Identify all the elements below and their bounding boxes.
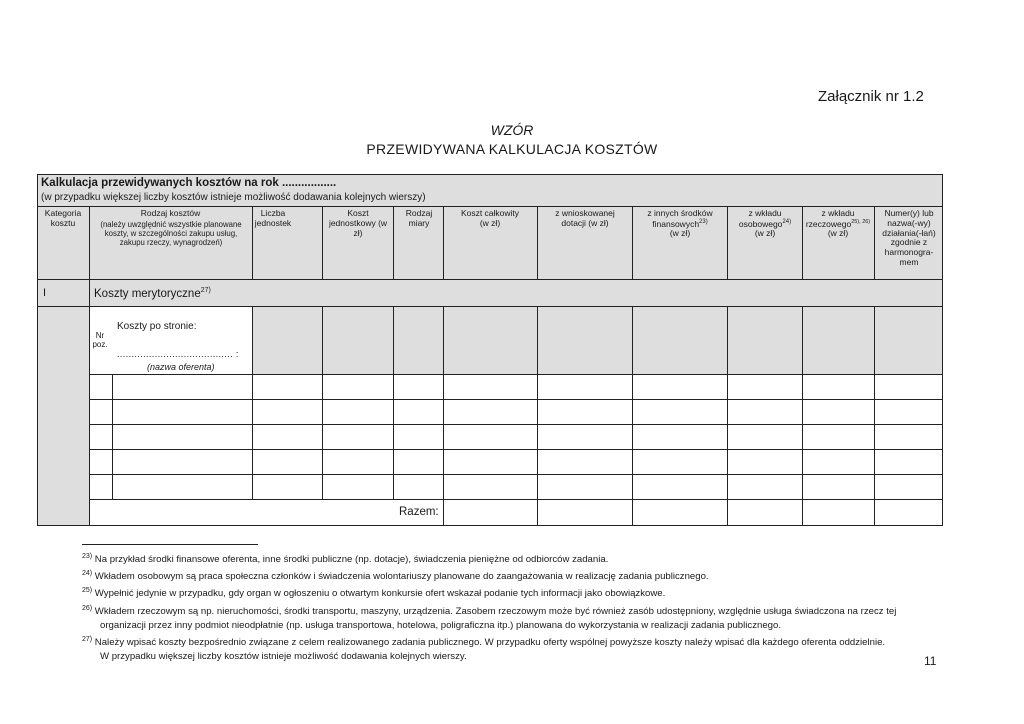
oferent-name-hint: (nazwa oferenta) [147, 362, 215, 372]
header-rzeczowy-text: z wkładu rzeczowego [805, 208, 855, 229]
header-koszt-calkowity: Koszt całkowity (w zł) [460, 208, 520, 228]
attachment-label: Załącznik nr 1.2 [818, 88, 924, 105]
oferent-name-field[interactable]: ........................................ : [117, 349, 239, 359]
section-label [94, 287, 211, 301]
header-inne-srodki-sup: 23) [699, 218, 708, 225]
category-fill [37, 306, 89, 526]
cost-calculation-table [37, 174, 943, 526]
table-caption-note: (w przypadku większej liczby kosztów istnieje możliwość dodawania kolejnych wierszy) [41, 192, 426, 203]
section-label-text: Koszty merytoryczne [94, 287, 201, 300]
oferent-row-fill [252, 306, 943, 374]
costs-by-label: Koszty po stronie: [117, 321, 197, 332]
header-osobowy-text: z wkładu osobowego [738, 208, 783, 229]
header-dotacja: z wnioskowanej dotacji (w zł) [555, 208, 615, 228]
header-kategoria: Kategoria kosztu [44, 208, 82, 228]
footnotes [82, 550, 952, 664]
header-rzeczowy-sup: 25), 26) [851, 218, 871, 225]
footnote-divider [82, 544, 258, 545]
header-inne-srodki [635, 209, 725, 239]
header-inne-srodki-unit: (w zł) [669, 228, 691, 239]
header-osobowy-sup: 24) [782, 218, 792, 225]
footnote-26-cont: organizacji przez inny podmiot nieodpłatnie (np. usługa transportowa, hotelowa, poligraficzna itp.) planowana do wykorzystania w realizacji zadania publicznego. [100, 619, 782, 631]
header-liczba: Liczba jednostek [254, 208, 292, 228]
section-number: I [43, 287, 47, 299]
header-osobowy-unit: (w zł) [754, 228, 776, 239]
page-title: PRZEWIDYWANA KALKULACJA KOSZTÓW [366, 141, 658, 157]
footnote-26: $^{26)}$ Wkładem rzeczowym są np. nieruchomości, środki transportu, maszyny, urządzenia. Zasobem rzeczowym może być również zasób udostępniony, względnie usługa świadczona na rzecz tej [82, 604, 897, 617]
footnote-27: $^{27)}$ Należy wpisać koszty bezpośrednio związane z celem realizowanego zadania publicznego. W przypadku oferty wspólnej powyższe koszty należy wpisać dla każdego oferenta oddzielnie. [82, 635, 886, 648]
total-label: Razem: [399, 506, 439, 518]
footnote-23: $^{23)}$ Na przykład środki finansowe oferenta, inne środki publiczne (np. dotacje), świadczenia pieniężne od odbiorców zadania. [82, 553, 609, 566]
footnote-27-cont: W przypadku większej liczby kosztów istnieje możliwość dodawania kolejnych wierszy. [100, 650, 467, 662]
template-label: WZÓR [490, 122, 534, 138]
header-koszt-jednostkowy: Koszt jednostkowy (w zł) [328, 208, 388, 238]
footnote-25: $^{25)}$ Wypełnić jedynie w przypadku, gdy organ w ogłoszeniu o otwartym konkursie ofert wskazał podanie tych informacji jako obowiązkowe. [82, 587, 666, 600]
header-rodzaj-miary: Rodzaj miary [405, 208, 433, 228]
header-rodzaj: Rodzaj kosztów [140, 208, 201, 218]
header-numer: Numer(y) lub nazwa(-wy) działania(-łań) zgodnie z harmonogra-mem [882, 208, 936, 267]
footnote-24: $^{24)}$ Wkładem osobowym są praca społeczna członków i świadczenia wolontariuszy planowane do zaangażowania w realizację zadania publicznego. [82, 570, 709, 583]
header-rzeczowy-unit: (w zł) [827, 228, 849, 239]
table-caption-title: Kalkulacja przewidywanych kosztów na rok ................. [41, 177, 337, 189]
section-label-sup: 27) [200, 287, 211, 294]
header-inne-srodki-text: z innych środków finansowych [647, 208, 713, 229]
header-rodzaj-note: (należy uwzględnić wszystkie planowane koszty, w szczególności zakupu usług, zakupu rzeczy, wynagrodzeń) [100, 220, 242, 247]
page-number: 11 [924, 654, 937, 668]
header-rzeczowy [803, 209, 873, 239]
nr-poz-label: Nr poz. [92, 331, 108, 350]
header-osobowy [730, 209, 800, 239]
